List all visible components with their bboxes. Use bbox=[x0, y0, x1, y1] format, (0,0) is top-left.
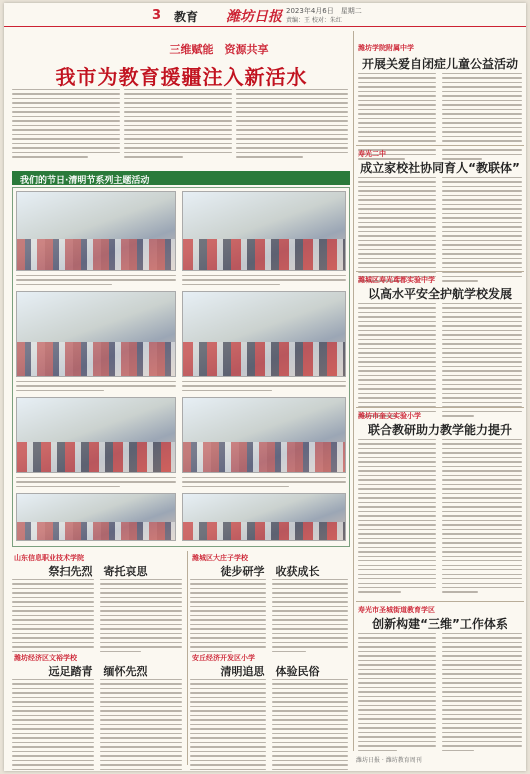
photo-feature-title: 我们的节日·清明节系列主题活动 bbox=[20, 176, 150, 186]
photo-feature-band bbox=[12, 171, 350, 185]
newspaper-page bbox=[4, 3, 526, 771]
story4-body-b bbox=[272, 679, 348, 771]
story2-body-b bbox=[100, 679, 182, 771]
story1-title: 祭扫先烈 寄托哀思 bbox=[48, 565, 148, 578]
photo-4 bbox=[182, 291, 346, 377]
photo-8 bbox=[182, 493, 346, 541]
photo-3-caption bbox=[16, 381, 176, 394]
lead-body-col2 bbox=[124, 89, 232, 161]
right-story3-body-a bbox=[358, 303, 436, 420]
right-story4-kicker: 潍坊市奎文实验小学 bbox=[358, 412, 421, 420]
photo-3 bbox=[16, 291, 176, 377]
story3-body-b bbox=[272, 579, 348, 655]
right-column-divider bbox=[353, 31, 354, 751]
story4-title: 清明追思 体验民俗 bbox=[220, 665, 320, 678]
right-story5-body-b bbox=[442, 633, 522, 754]
column-divider bbox=[187, 551, 188, 765]
story3-body-a bbox=[190, 579, 266, 655]
right-story5-title: 创新构建“三维”工作体系 bbox=[372, 617, 508, 631]
photo-2 bbox=[182, 191, 346, 271]
story3-kicker: 潍城区大庄子学校 bbox=[192, 554, 248, 562]
photo-5 bbox=[16, 397, 176, 473]
right-story3-body-b bbox=[442, 303, 522, 420]
story2-title: 远足踏青 缅怀先烈 bbox=[48, 665, 148, 678]
editor-line: 责编：王 校对：朱红 bbox=[286, 17, 342, 24]
story4-kicker: 安丘经济开发区小学 bbox=[192, 654, 255, 662]
right-story1-kicker: 潍坊学院附属中学 bbox=[358, 44, 414, 52]
story3-title: 徒步研学 收获成长 bbox=[220, 565, 320, 578]
page-number: 3 bbox=[152, 8, 162, 23]
right-story2-title: 成立家校社协同育人“教联体” bbox=[360, 161, 520, 175]
photo-1-caption bbox=[16, 275, 176, 288]
right-separator-3 bbox=[356, 407, 524, 408]
story1-body-b bbox=[100, 579, 182, 655]
brand-logo: 潍坊日报 bbox=[226, 9, 282, 25]
right-separator-1 bbox=[356, 145, 524, 146]
right-story2-body-b bbox=[442, 177, 522, 285]
page-header bbox=[4, 3, 526, 27]
photo-7 bbox=[16, 493, 176, 541]
page-footer: 潍坊日报 · 潍坊教育周刊 bbox=[356, 757, 422, 764]
right-story2-kicker: 寿光二中 bbox=[358, 150, 386, 158]
photo-1 bbox=[16, 191, 176, 271]
right-separator-4 bbox=[356, 601, 524, 602]
lead-headline: 我市为教育援疆注入新活水 bbox=[55, 65, 308, 89]
right-story4-body-a bbox=[358, 439, 436, 596]
lead-kicker: 三维赋能 资源共享 bbox=[169, 43, 269, 56]
issue-date: 2023年4月6日 星期二 bbox=[286, 7, 362, 15]
story1-kicker: 山东信息职业技术学院 bbox=[14, 554, 84, 562]
story1-body-a bbox=[12, 579, 94, 655]
right-story3-title: 以高水平安全护航学校发展 bbox=[367, 287, 512, 301]
lead-body-col3 bbox=[236, 89, 348, 161]
photo-6-caption bbox=[182, 477, 346, 490]
right-story1-body-b bbox=[442, 73, 522, 163]
right-story1-title: 开展关爱自闭症儿童公益活动 bbox=[361, 57, 518, 71]
right-story5-kicker: 寿光市圣城街道教育学区 bbox=[358, 606, 435, 614]
right-separator-2 bbox=[356, 271, 524, 272]
story4-body-a bbox=[190, 679, 266, 771]
right-story2-body-a bbox=[358, 177, 436, 285]
photo-5-caption bbox=[16, 477, 176, 490]
right-story5-body-a bbox=[358, 633, 436, 754]
lead-body-col1 bbox=[12, 89, 120, 161]
story2-kicker: 潍坊经济区文裕学校 bbox=[14, 654, 77, 662]
right-story3-kicker: 潍城区寿光鸢都实验中学 bbox=[358, 276, 435, 284]
photo-6 bbox=[182, 397, 346, 473]
photo-4-caption bbox=[182, 381, 346, 394]
right-story4-body-b bbox=[442, 439, 522, 596]
story2-body-a bbox=[12, 679, 94, 771]
right-story4-title: 联合教研助力教学能力提升 bbox=[367, 423, 512, 437]
photo-2-caption bbox=[182, 275, 346, 288]
section-name: 教育 bbox=[174, 10, 199, 24]
